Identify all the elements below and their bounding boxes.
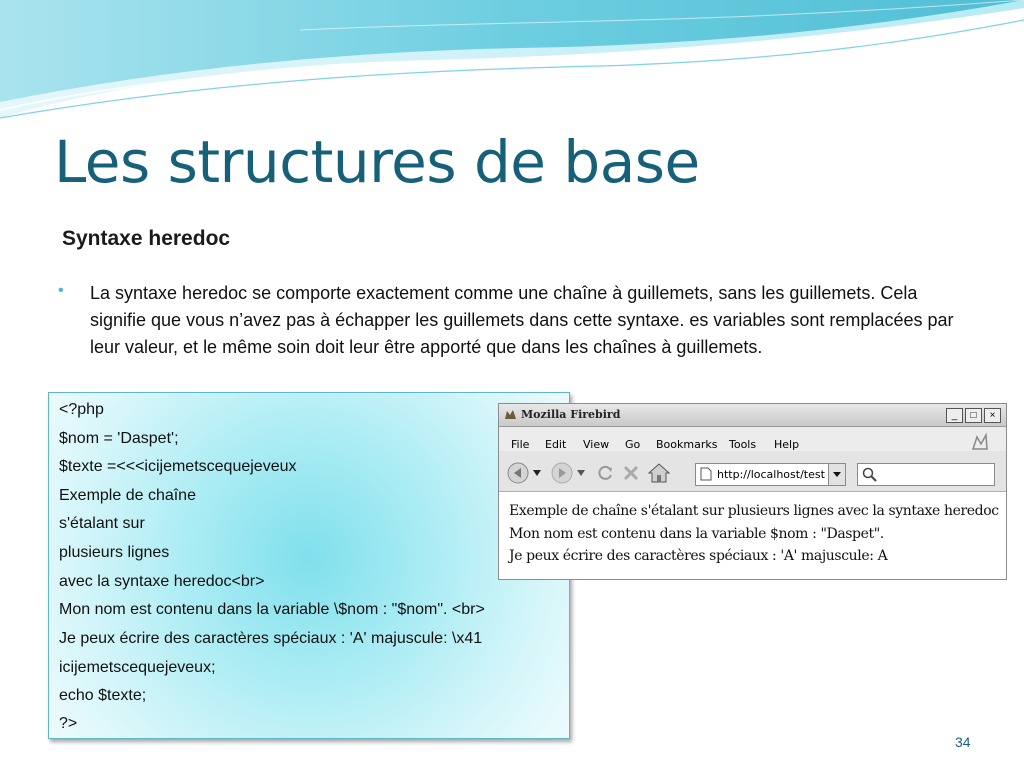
- page-icon: [700, 467, 712, 481]
- bullet-text: La syntaxe heredoc se comporte exactement comme une chaîne à guillemets, sans les guillemets. Cela signifie que vous n’avez pas à échapper les guillemets dans cette syntaxe. es variables sont remplacées par leur valeur, et le même soin doit leur être apporté que dans les chaînes à guillemets.: [90, 283, 954, 357]
- code-line: plusieurs lignes: [59, 544, 170, 561]
- page-text-line: Je peux écrire des caractères spéciaux : 'A' majuscule: A: [509, 548, 888, 564]
- home-icon[interactable]: [647, 462, 671, 484]
- bullet-dot-icon: •: [58, 282, 64, 299]
- code-line: Exemple de chaîne: [59, 487, 196, 504]
- chevron-down-icon: [832, 471, 842, 478]
- code-line: ?>: [59, 715, 78, 732]
- code-line: $texte =<<<icijemetscequejeveux: [59, 458, 297, 475]
- code-line: icijemetscequejeveux;: [59, 659, 216, 676]
- page-text-line: Mon nom est contenu dans la variable $nom : "Daspet".: [509, 526, 884, 542]
- menu-bookmarks[interactable]: Bookmarks: [656, 438, 718, 451]
- stop-icon[interactable]: [621, 463, 641, 483]
- browser-screenshot: [498, 403, 1007, 580]
- browser-window-title: Mozilla Firebird: [521, 408, 621, 421]
- code-line: echo $texte;: [59, 687, 147, 704]
- slide-subtitle: Syntaxe heredoc: [62, 227, 231, 250]
- menu-help[interactable]: Help: [774, 438, 800, 451]
- menu-tools[interactable]: Tools: [729, 438, 757, 451]
- search-icon: [862, 467, 878, 483]
- reload-icon[interactable]: [595, 463, 615, 483]
- forward-icon[interactable]: [551, 462, 573, 484]
- back-icon[interactable]: [507, 462, 529, 484]
- menu-edit[interactable]: Edit: [545, 438, 567, 451]
- browser-titlebar: [499, 404, 1006, 427]
- close-button[interactable]: ×: [984, 408, 1001, 423]
- address-dropdown-button[interactable]: [828, 463, 846, 486]
- header-wave-decoration: [0, 0, 1024, 125]
- code-block: [48, 392, 570, 739]
- page-number: 34: [955, 734, 971, 750]
- minimize-button[interactable]: _: [946, 408, 963, 423]
- code-line: avec la syntaxe heredoc<br>: [59, 573, 265, 590]
- menu-file[interactable]: File: [511, 438, 530, 451]
- menu-view[interactable]: View: [583, 438, 610, 451]
- throbber-icon: [969, 431, 991, 453]
- search-input[interactable]: [857, 463, 995, 486]
- slide-title: Les structures de base: [54, 128, 700, 196]
- code-line: s'étalant sur: [59, 515, 145, 532]
- address-bar[interactable]: [695, 463, 845, 486]
- browser-navbar: [499, 451, 1006, 492]
- menu-go[interactable]: Go: [625, 438, 641, 451]
- maximize-button[interactable]: □: [965, 408, 982, 423]
- code-line: $nom = 'Daspet';: [59, 430, 179, 447]
- browser-page-content: [499, 492, 1006, 579]
- code-line: Je peux écrire des caractères spéciaux : 'A' majuscule: \x41: [59, 630, 483, 647]
- forward-dropdown-icon[interactable]: [576, 469, 586, 477]
- code-line: <?php: [59, 401, 104, 418]
- code-line: Mon nom est contenu dans la variable \$nom : "$nom". <br>: [59, 601, 485, 618]
- address-bar-url: http://localhost/test: [717, 468, 825, 481]
- page-text-line: Exemple de chaîne s'étalant sur plusieurs lignes avec la syntaxe heredoc: [509, 503, 999, 519]
- browser-menubar: [499, 427, 1006, 451]
- back-dropdown-icon[interactable]: [532, 469, 542, 477]
- browser-logo-icon: [504, 408, 517, 421]
